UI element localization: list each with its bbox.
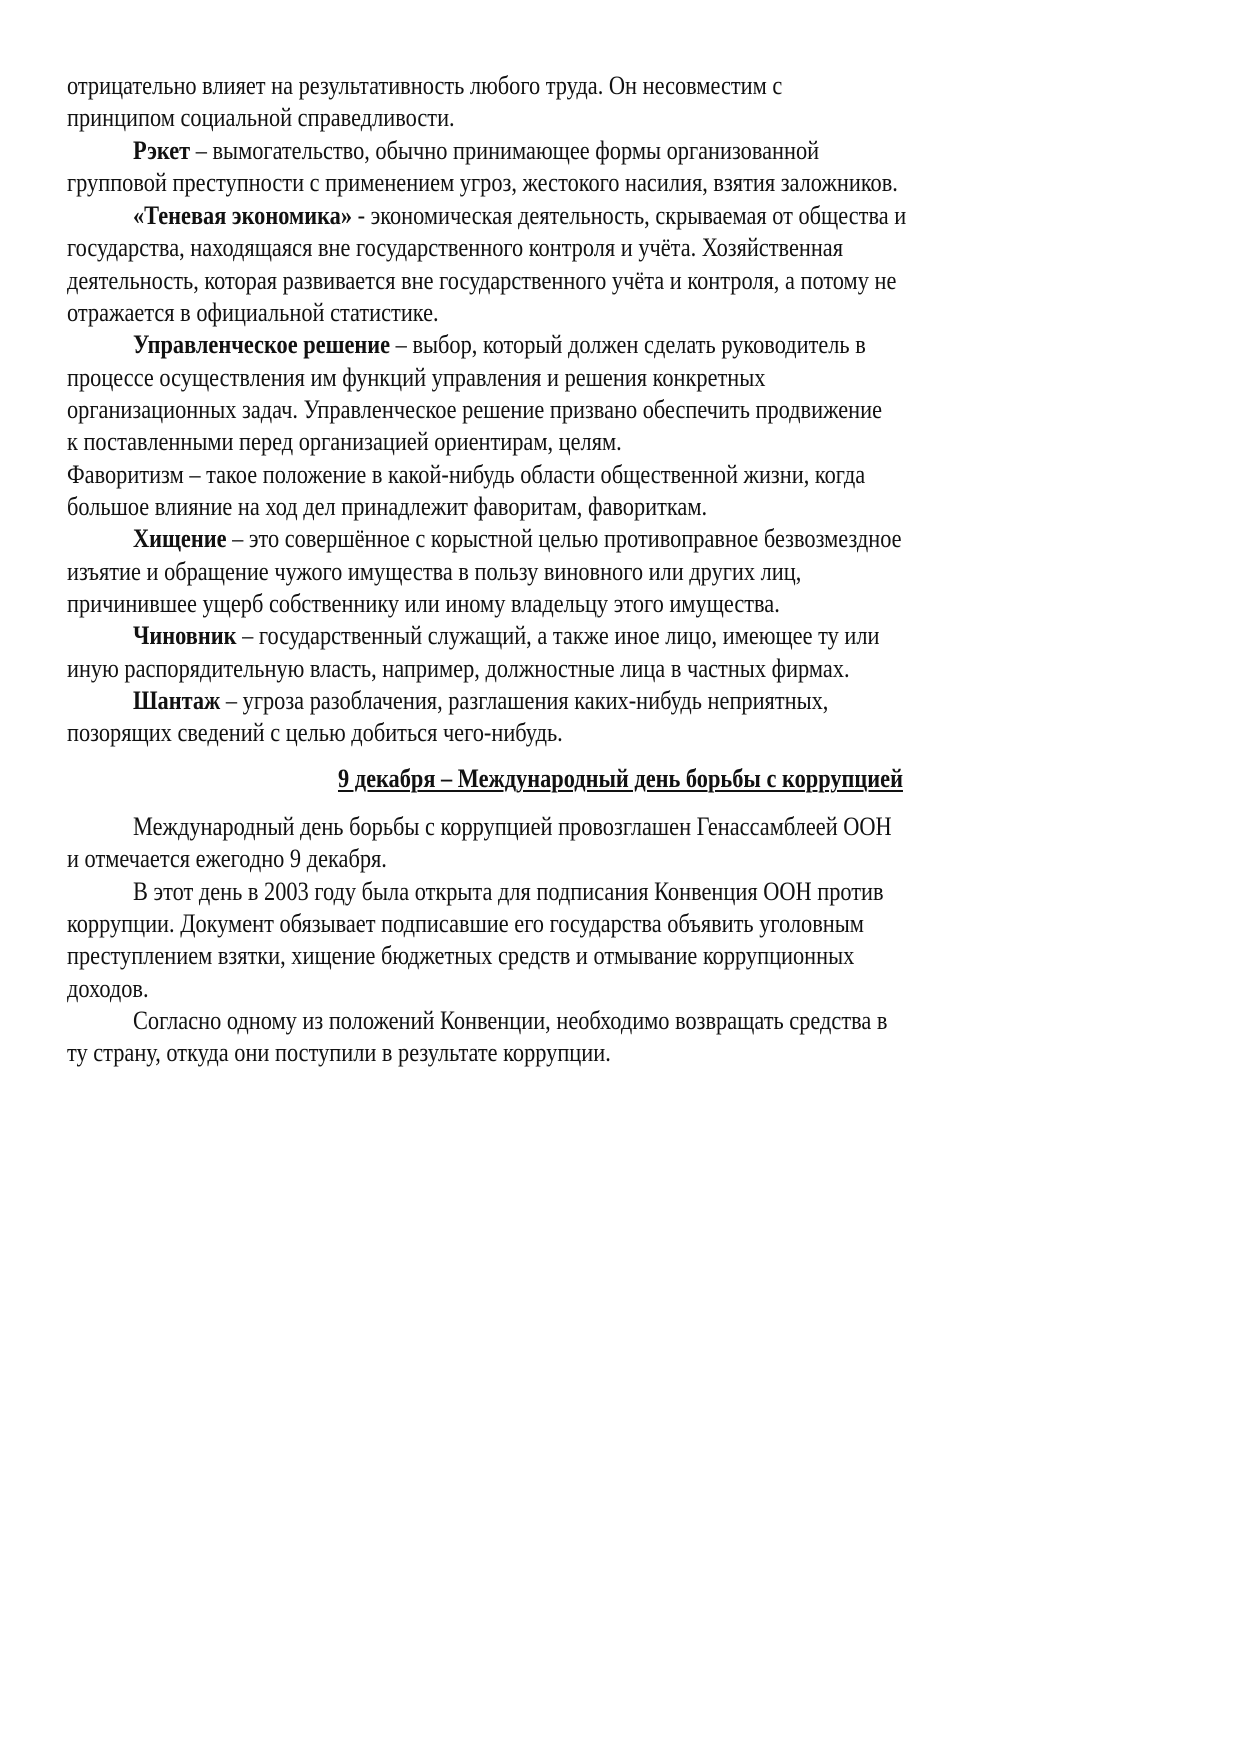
glossary-definition: - экономическая деятельность, скрываемая от общества и: [352, 201, 907, 230]
paragraph-line: принципом социальной справедливости.: [67, 103, 455, 132]
paragraph-line: изъятие и обращение чужого имущества в пользу виновного или других лиц,: [67, 557, 802, 586]
paragraph-line: причинившее ущерб собственнику или иному владельцу этого имущества.: [67, 589, 780, 618]
glossary-definition: – выбор, который должен сделать руководитель в: [390, 330, 866, 359]
paragraph-line: ту страну, откуда они поступили в результате коррупции.: [67, 1038, 611, 1067]
paragraph-line: к поставленными перед организацией ориентирам, целям.: [67, 427, 622, 456]
paragraph-line: групповой преступности с применением угроз, жестокого насилия, взятия заложников.: [67, 168, 898, 197]
glossary-term: Шантаж: [133, 686, 221, 715]
paragraph-line: коррупции. Документ обязывает подписавшие его государства объявить уголовным: [67, 909, 864, 938]
paragraph-line: деятельность, которая развивается вне государственного учёта и контроля, а потому не: [67, 266, 897, 295]
glossary-definition: – угроза разоблачения, разглашения каких-нибудь неприятных,: [220, 686, 829, 715]
glossary-entry-racket: [133, 135, 819, 167]
glossary-entry-blackmail: [133, 685, 828, 717]
glossary-definition: – это совершённое с корыстной целью противоправное безвозмездное: [226, 524, 902, 553]
paragraph-line: отрицательно влияет на результативность любого труда. Он несовместим с: [67, 71, 783, 100]
paragraph-line: преступлением взятки, хищение бюджетных средств и отмывание коррупционных: [67, 941, 855, 970]
paragraph-line: процессе осуществления им функций управления и решения конкретных: [67, 363, 766, 392]
paragraph-line: В этот день в 2003 году была открыта для подписания Конвенция ООН против: [133, 877, 884, 906]
glossary-definition: – государственный служащий, а также иное лицо, имеющее ту или: [236, 621, 880, 650]
glossary-definition: – вымогательство, обычно принимающее формы организованной: [190, 136, 820, 165]
glossary-term: Рэкет: [133, 136, 191, 165]
glossary-entry-favoritism: Фаворитизм – такое положение в какой-нибудь области общественной жизни, когда: [67, 460, 866, 489]
paragraph-line: Международный день борьбы с коррупцией провозглашен Генассамблеей ООН: [133, 812, 892, 841]
glossary-term: Хищение: [133, 524, 227, 553]
paragraph-line: Согласно одному из положений Конвенции, необходимо возвращать средства в: [133, 1006, 888, 1035]
section-heading: [0, 763, 1241, 795]
paragraph-line: большое влияние на ход дел принадлежит фаворитам, фавориткам.: [67, 492, 708, 521]
paragraph-line: отражается в официальной статистике.: [67, 298, 439, 327]
glossary-term: «Теневая экономика»: [133, 201, 353, 230]
paragraph-line: государства, находящаяся вне государственного контроля и учёта. Хозяйственная: [67, 233, 844, 262]
paragraph-line: доходов.: [67, 974, 149, 1003]
glossary-entry-shadow-economy: [133, 200, 906, 232]
glossary-term: Чиновник: [133, 621, 237, 650]
paragraph-line: и отмечается ежегодно 9 декабря.: [67, 844, 387, 873]
glossary-entry-official: [133, 620, 879, 652]
paragraph-line: организационных задач. Управленческое решение призвано обеспечить продвижение: [67, 395, 883, 424]
paragraph-line: позорящих сведений с целью добиться чего-нибудь.: [67, 718, 563, 747]
paragraph-line: иную распорядительную власть, например, должностные лица в частных фирмах.: [67, 654, 850, 683]
glossary-entry-management-decision: [133, 329, 866, 361]
glossary-term: Управленческое решение: [133, 330, 391, 359]
section-heading-text: 9 декабря – Международный день борьбы с коррупцией: [338, 764, 903, 793]
glossary-entry-embezzlement: [133, 523, 902, 555]
